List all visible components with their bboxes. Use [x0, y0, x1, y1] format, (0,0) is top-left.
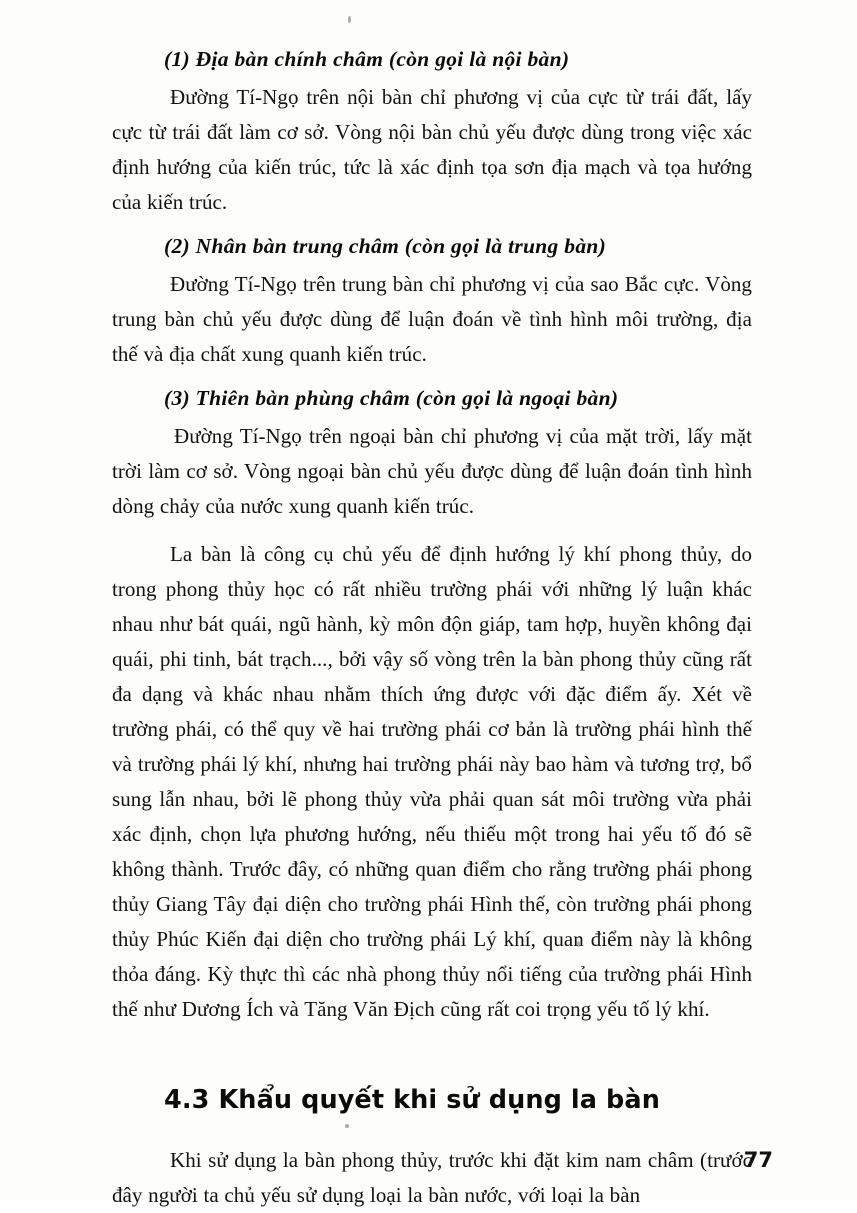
page-number: 77 — [743, 1148, 773, 1172]
numbered-block-3 — [112, 385, 752, 524]
section-heading-4-3: 4.3 Khẩu quyết khi sử dụng la bàn — [164, 1084, 660, 1115]
scan-speck — [348, 16, 351, 23]
paragraph-3: Đường Tí-Ngọ trên ngoại bàn chỉ phương vị của mặt trời, lấy mặt trời làm cơ sở. Vòng ngoại bàn chủ yếu được dùng để luận đoán tình hình dòng chảy của nước xung quanh kiến trúc. — [112, 423, 752, 518]
paragraph-2: Đường Tí-Ngọ trên trung bàn chỉ phương vị của sao Bắc cực. Vòng trung bàn chủ yếu được dùng để luận đoán về tình hình môi trường, địa thế và địa chất xung quanh kiến trúc. — [112, 271, 752, 366]
numbered-block-2 — [112, 233, 752, 372]
sub-heading-2: (2) Nhân bàn trung châm (còn gọi là trung bàn) — [164, 233, 607, 258]
main-paragraph: La bàn là công cụ chủ yếu để định hướng lý khí phong thủy, do trong phong thủy học có rất nhiều trường phái với những lý luận khác nhau như bát quái, ngũ hành, kỳ môn độn giáp, tam hợp, huyền không đại quái, phi tinh, bát trạch..., bởi vậy số vòng trên la bàn phong thủy cũng rất đa dạng và khác nhau nhằm thích ứng được với đặc điểm ấy. Xét về trường phái, có thể quy về hai trường phái cơ bản là trường phái hình thế và trường phái lý khí, nhưng hai trường phái này bao hàm và tương trợ, bổ sung lẫn nhau, bởi lẽ phong thủy vừa phải quan sát môi trường vừa phải xác định, chọn lựa phương hướng, nếu thiếu một trong hai yếu tố đó sẽ không thành. Trước đây, có những quan điểm cho rằng trường phái phong thủy Giang Tây đại diện cho trường phái Hình thế, còn trường phái phong thủy Phúc Kiến đại diện cho trường phái Lý khí, quan điểm này là không thỏa đáng. Kỳ thực thì các nhà phong thủy nổi tiếng của trường phái Hình thế như Dương Ích và Tăng Văn Địch cũng rất coi trọng yếu tố lý khí. — [112, 541, 752, 1021]
sub-heading-3: (3) Thiên bàn phùng châm (còn gọi là ngoại bàn) — [164, 385, 619, 410]
sub-heading-1: (1) Địa bàn chính châm (còn gọi là nội bàn) — [164, 47, 570, 71]
numbered-block-1 — [112, 46, 752, 220]
page-content — [112, 46, 752, 1213]
main-discussion-block — [112, 537, 752, 1027]
section-paragraph: Khi sử dụng la bàn phong thủy, trước khi đặt kim nam châm (trước đây người ta chủ yếu sử dụng loại la bàn nước, với loại la bàn — [112, 1147, 752, 1207]
paragraph-1: Đường Tí-Ngọ trên nội bàn chỉ phương vị của cực từ trái đất, lấy cực từ trái đất làm cơ sở. Vòng nội bàn chủ yếu được dùng trong việc xác định hướng của kiến trúc, tức là xác định tọa sơn địa mạch và tọa hướng của kiến trúc. — [112, 84, 752, 214]
